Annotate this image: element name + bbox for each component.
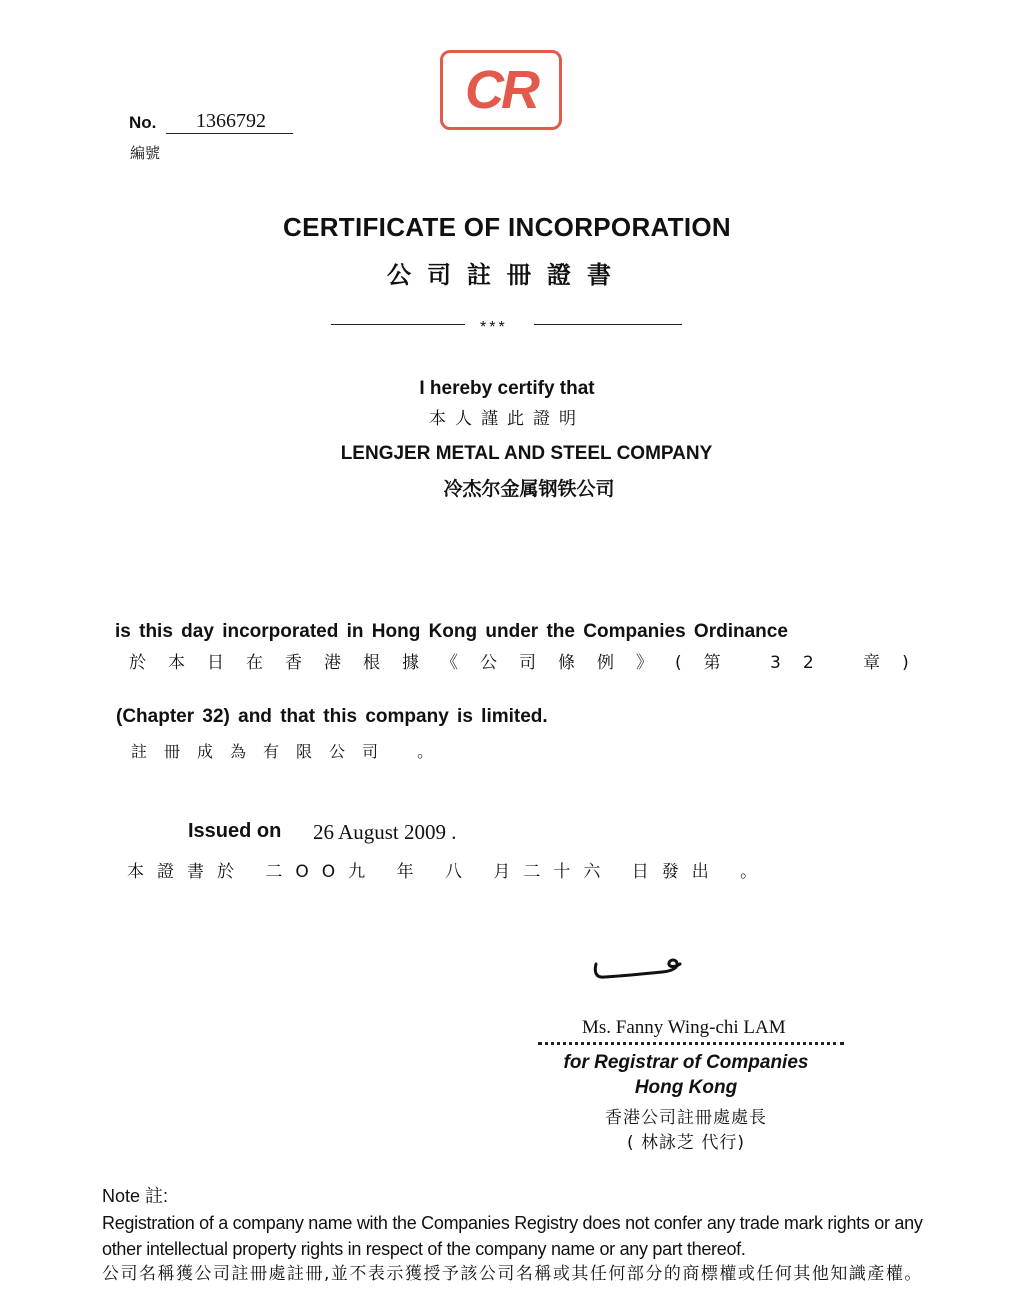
note-label: Note 註: [102, 1186, 169, 1206]
logo-text: CR [465, 60, 537, 120]
registrar-location: Hong Kong [634, 1077, 738, 1098]
separator-stars: *** [480, 319, 508, 336]
certificate-number-label: No. [129, 113, 157, 132]
certificate-number-value: 1366792 [166, 110, 293, 134]
company-name: LENGJER METAL AND STEEL COMPANY [340, 443, 713, 464]
certify-statement-cn: 本人謹此證明 [429, 409, 585, 429]
incorporation-statement-cn: 於本日在香港根據《公司條例》(第 32 章) [129, 653, 931, 673]
certificate-number-label-cn: 編號 [130, 144, 161, 162]
registrar-acting-cn: ( 林詠芝 代行) [626, 1133, 746, 1153]
certificate-title-cn: 公司註冊證書 [387, 261, 627, 289]
issued-date: 26 August 2009 . [313, 820, 457, 844]
signature-dotted-line [538, 1042, 844, 1045]
registrar-name: Ms. Fanny Wing-chi LAM [582, 1017, 786, 1038]
incorporation-statement: is this day incorporated in Hong Kong under the Companies Ordinance [115, 621, 788, 642]
issued-on-label: Issued on [188, 820, 282, 842]
separator-rule-right [534, 324, 682, 325]
registrar-signature [592, 950, 684, 986]
note-text-cn: 公司名稱獲公司註冊處註冊,並不表示獲授予該公司名稱或其任何部分的商標權或任何其他知識產權。 [102, 1264, 923, 1284]
registry-logo [440, 50, 562, 130]
certify-statement: I hereby certify that [419, 378, 595, 399]
registrar-title-cn: 香港公司註冊處處長 [605, 1108, 767, 1128]
certificate-title: CERTIFICATE OF INCORPORATION [283, 212, 731, 242]
limited-statement-cn: 註冊成為有限公司 。 [131, 742, 451, 761]
note-text: Registration of a company name with the Companies Registry does not confer any trade mark rights or any other intellectual property rights in respect of the company name or any part thereof. [102, 1213, 923, 1259]
separator-rule-left [331, 324, 465, 325]
registrar-title: for Registrar of Companies [563, 1052, 809, 1073]
issued-date-cn: 本證書於 二OO九 年 八 月二十六 日發出 。 [127, 862, 771, 882]
company-name-cn: 冷杰尔金属钢铁公司 [443, 478, 615, 500]
limited-statement: (Chapter 32) and that this company is limited. [116, 706, 548, 727]
